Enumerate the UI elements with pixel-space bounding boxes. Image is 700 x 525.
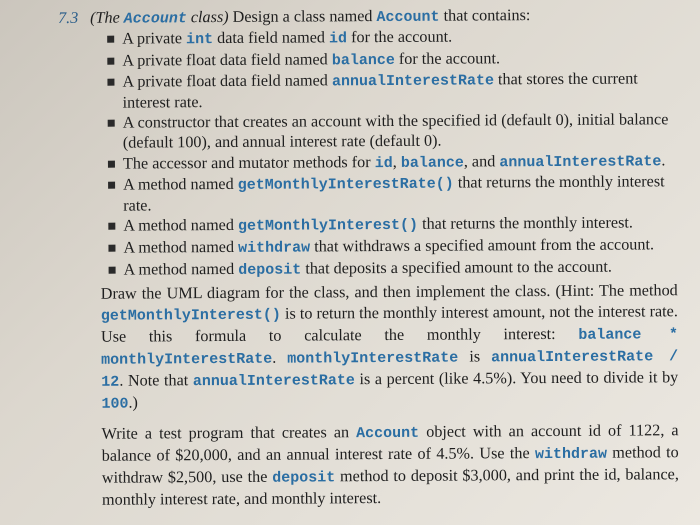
exercise-label: (The Account class) [90, 7, 229, 28]
square-bullet-icon [108, 245, 115, 252]
list-item: A method named withdraw that withdraws a specified amount from the account. [59, 235, 677, 259]
square-bullet-icon [108, 182, 115, 189]
square-bullet-icon [108, 120, 115, 127]
square-bullet-icon [109, 266, 116, 273]
square-bullet-icon [108, 223, 115, 230]
list-item: A method named deposit that deposits a specified amount to the account. [60, 257, 678, 281]
list-item: A constructor that creates an account with the specified id (default 0), initial balance (default 100), and annual interest rate (default 0). [59, 111, 677, 154]
list-item: A private int data field named id for the account. [58, 26, 676, 50]
exercise-content [58, 4, 679, 511]
square-bullet-icon [108, 160, 115, 167]
test-program-paragraph: Write a test program that creates an Account object with an account id of 1122, a balance of $20,000, and an annual interest rate of 4.5%. Use the withdraw method to withdraw $2,500, use the deposit method to deposit $3,000, and print the id, balance, monthly interest rate, and monthly interest. [101, 421, 679, 509]
list-item: A private float data field named annualInterestRate that stores the current interest rate. [58, 69, 676, 113]
list-item: The accessor and mutator methods for id, balance, and annualInterestRate. [59, 151, 677, 175]
list-item: A private float data field named balance for the account. [58, 48, 676, 72]
requirements-list [58, 26, 678, 281]
instructions-paragraph: Draw the UML diagram for the class, and then implement the class. (Hint: The method getMonthlyInterest() is to return the monthly interest amount, not the interest rate. Use this formula to calculate the monthly interest: balance * monthlyInterestRate. monthlyInterestRate is annualInterestRate / 12. Note that annualInterestRate is a percent (like 4.5%). You need to divide it by 100.) [100, 281, 679, 413]
exercise-number: 7.3 [58, 8, 79, 27]
square-bullet-icon [107, 36, 114, 43]
exercise-heading: (The Account class) Design a class named Account that contains: [90, 6, 531, 28]
square-bullet-icon [107, 57, 114, 64]
square-bullet-icon [107, 79, 114, 86]
list-item: A method named getMonthlyInterestRate() that returns the monthly interest rate. [59, 172, 677, 216]
list-item: A method named getMonthlyInterest() that returns the monthly interest. [59, 214, 677, 238]
